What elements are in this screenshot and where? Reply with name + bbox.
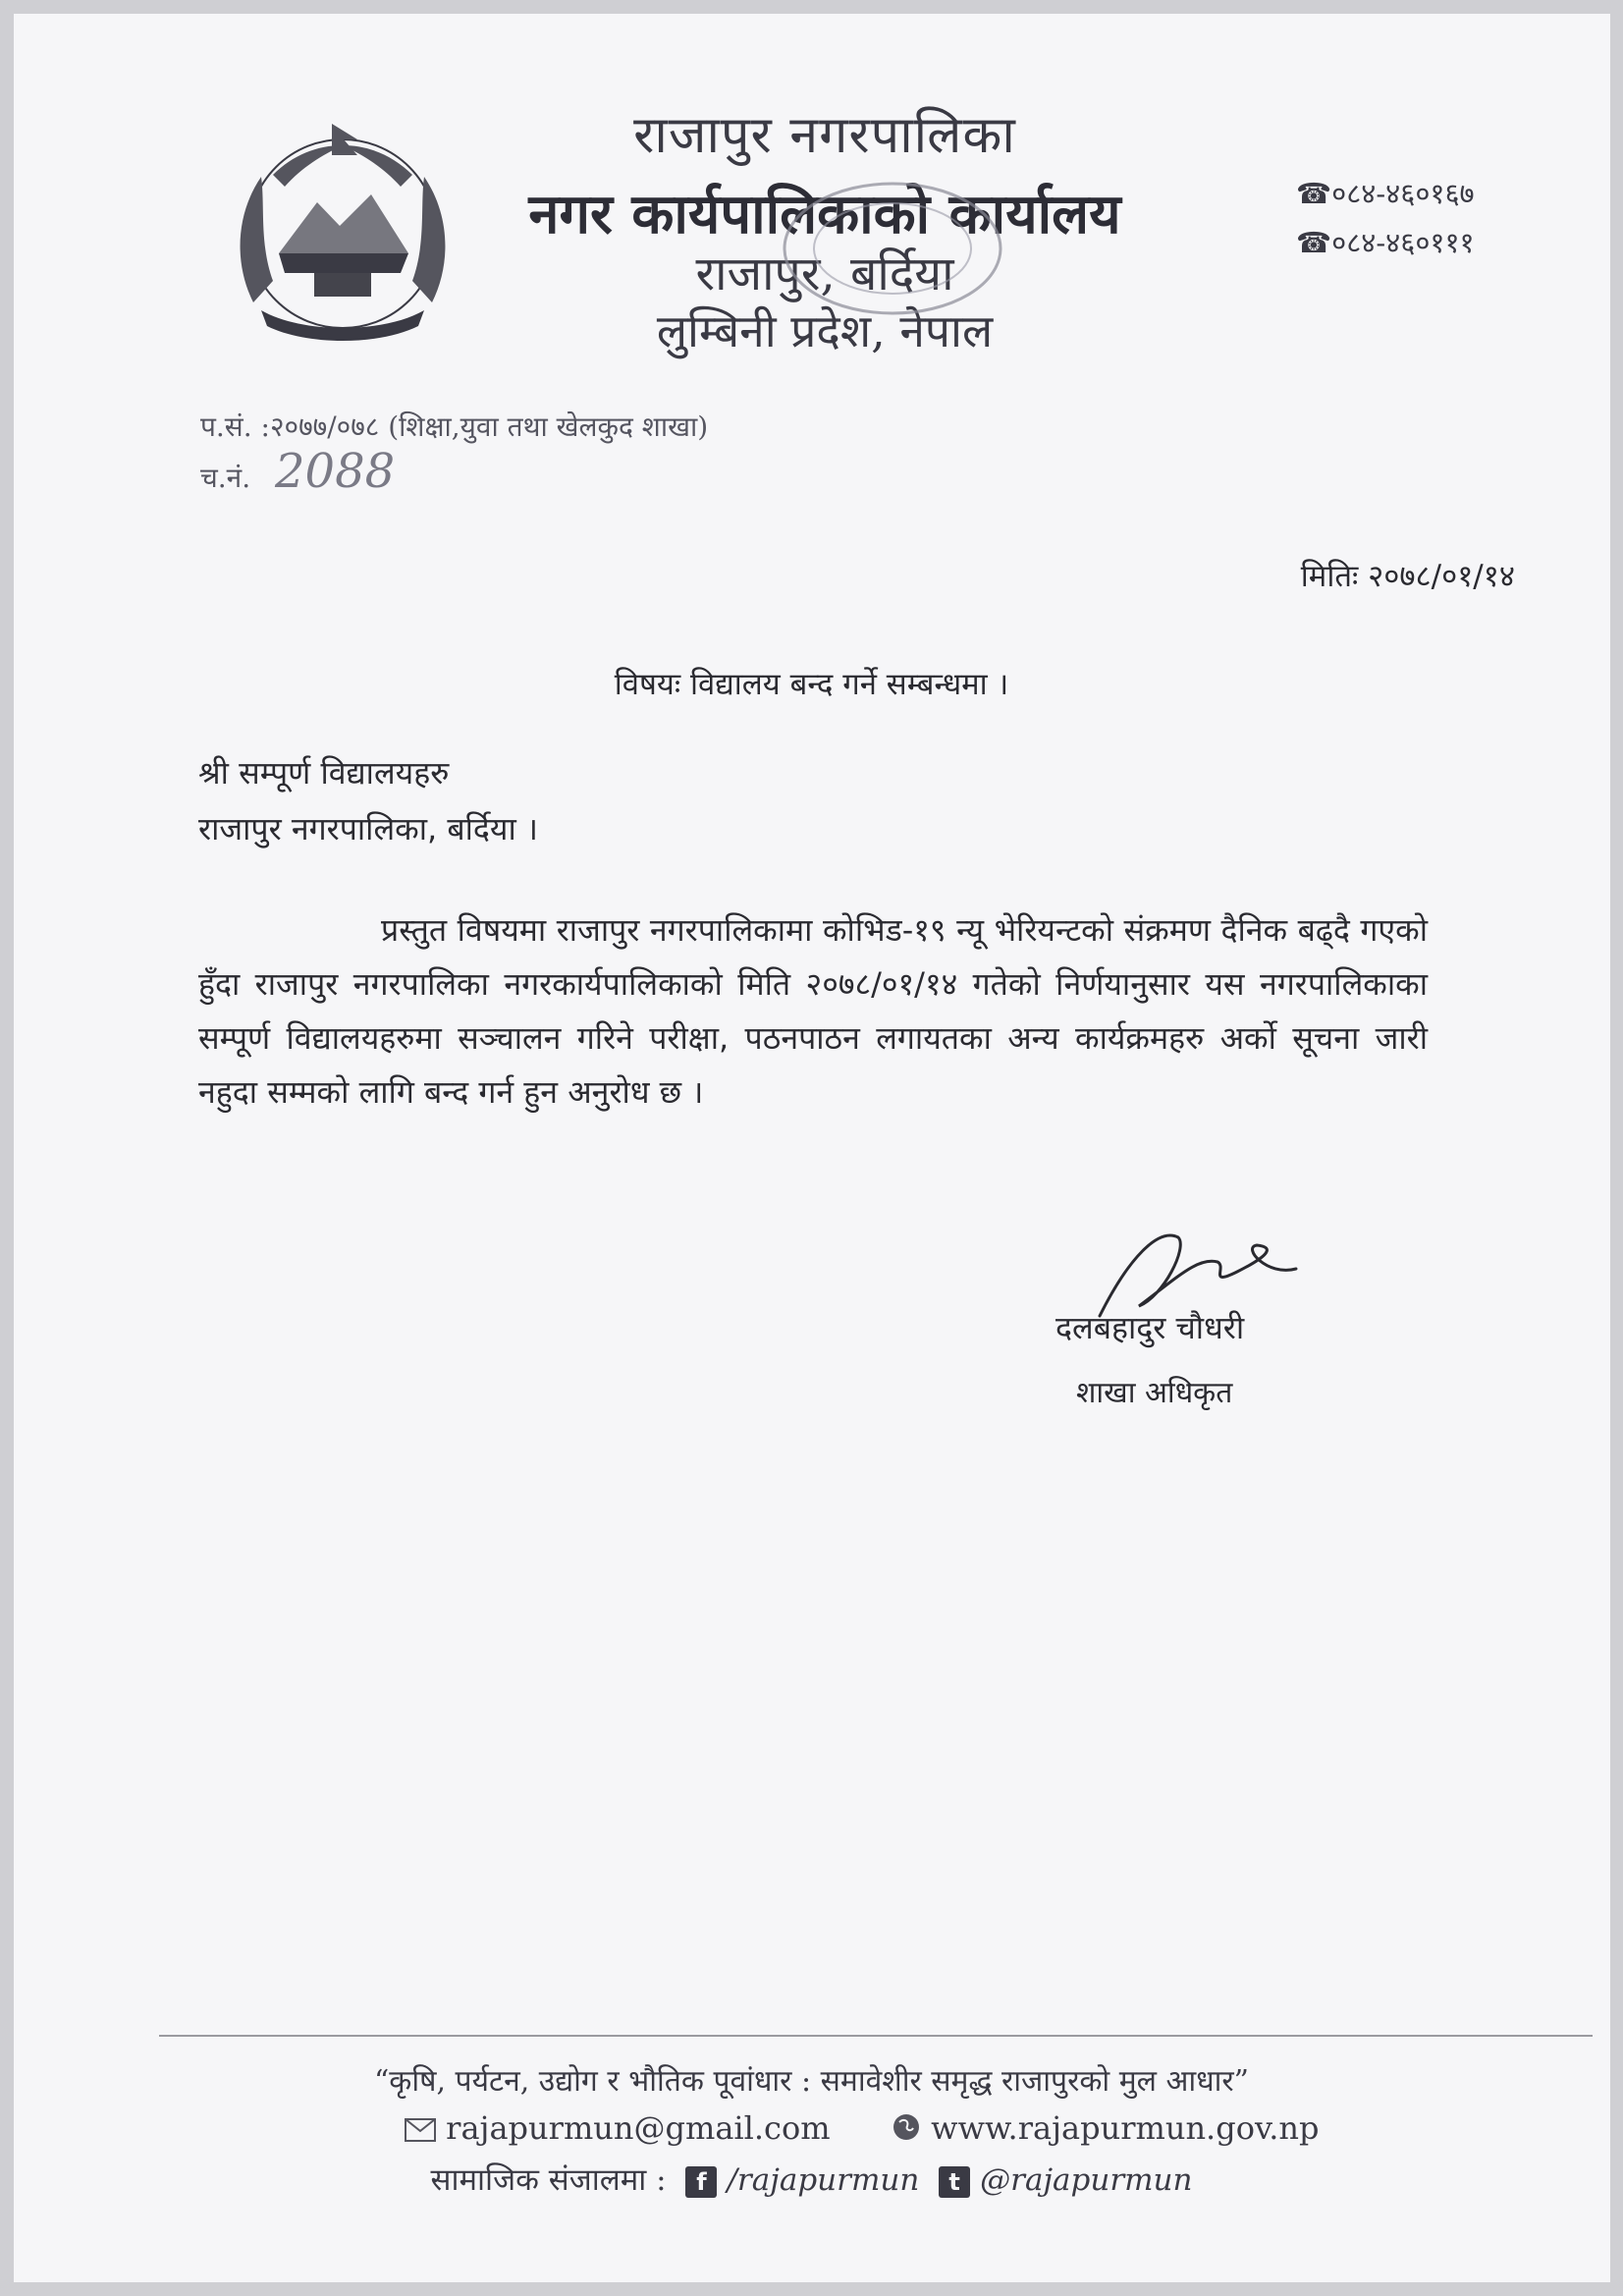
letter-body: प्रस्तुत विषयमा राजापुर नगरपालिकामा कोभिड-१९ न्यू भेरियन्टको संक्रमण दैनिक बढ्दै गएको हुँदा राजापुर नगरपालिका नगरकार्यपालिकाको मिति २०७८/०१/१४ गतेको निर्णयानुसार यस नगरपालिकाका सम्पूर्ण विद्यालयहरुमा सञ्चालन गरिने परीक्षा, पठनपाठन लगायतका अन्य कार्यक्रमहरु अर्को सूचना जारी नहुदा सम्मको लागि बन्द गर्न हुन अनुरोध छ । (198, 911, 1428, 1111)
phone-numbers (1296, 169, 1475, 267)
recipient-line-1: श्री सम्पूर्ण विद्यालयहरु (198, 754, 450, 792)
letter-date: मितिः २०७८/०१/१४ (1300, 559, 1515, 594)
footer-social (0, 2159, 1623, 2200)
handwritten-dispatch-number: 2088 (275, 444, 396, 499)
envelope-icon (405, 2112, 436, 2150)
chn-label: च.नं. (200, 462, 251, 494)
letter-subject: विषयः विद्यालय बन्द गर्ने सम्बन्धमा । (614, 667, 1009, 702)
signatory-post: शाखा अधिकृत (1076, 1376, 1233, 1410)
municipality-name: राजापुर नगरपालिका (633, 106, 1016, 165)
footer-slogan: “कृषि, पर्यटन, उद्योग र भौतिक पूवांधार : समावेशीर समृद्ध राजापुरको मुल आधार” (373, 2064, 1250, 2099)
website-url[interactable]: www.rajapurmun.gov.np (931, 2109, 1320, 2147)
footer-email (405, 2109, 831, 2150)
footer-divider (159, 2035, 1593, 2037)
phone-number-2: ☎०८४-४६०१११ (1296, 226, 1475, 259)
twitter-icon: t (939, 2166, 970, 2198)
recipient-line-2: राजापुर नगरपालिका, बर्दिया । (198, 810, 539, 847)
ps-value: :२०७७/०७८ (शिक्षा,युवा तथा खेलकुद शाखा) (260, 410, 709, 443)
office-name: नगर कार्यपालिकाको कार्यालय (528, 182, 1121, 246)
ps-label: प.सं. (200, 410, 252, 443)
social-label: सामाजिक संजालमा : (430, 2162, 667, 2198)
phone-number-1: ☎०८४-४६०१६७ (1296, 177, 1475, 210)
reference-ps (200, 408, 708, 445)
email-address[interactable]: rajapurmun@gmail.com (446, 2109, 831, 2147)
globe-icon (892, 2112, 921, 2150)
twitter-handle[interactable]: @rajapurmun (980, 2162, 1193, 2198)
office-location: राजापुर, बर्दिया (695, 246, 954, 301)
nepal-government-emblem-icon (214, 116, 471, 350)
reference-chn (200, 459, 250, 496)
footer-website (892, 2109, 1320, 2150)
office-province: लुम्बिनी प्रदेश, नेपाल (656, 304, 994, 357)
facebook-icon: f (685, 2166, 717, 2198)
signatory-name: दलबहादुर चौधरी (1055, 1309, 1245, 1346)
facebook-handle[interactable]: /rajapurmun (727, 2162, 920, 2198)
office-stamp-icon (770, 175, 1015, 322)
